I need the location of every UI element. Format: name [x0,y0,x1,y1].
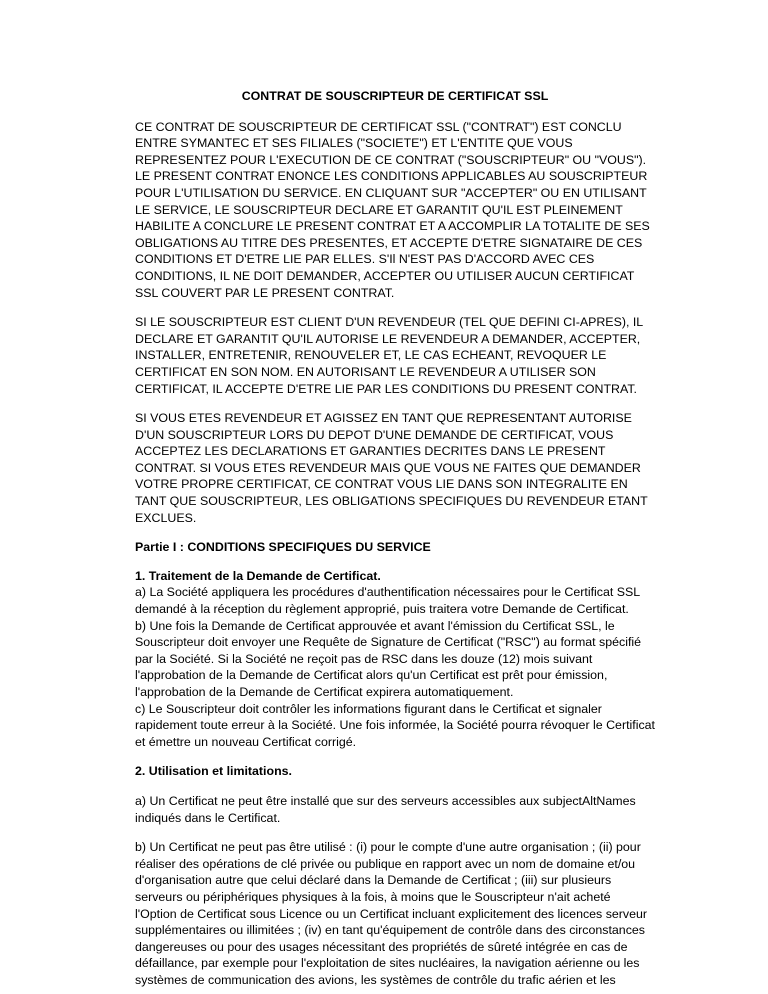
section-1 [135,568,655,751]
part-1-heading: Partie I : CONDITIONS SPECIFIQUES DU SERVICE [135,540,431,555]
section-1-item-b: b) Une fois la Demande de Certificat approuvée et avant l'émission du Certificat SSL, le Souscripteur doit envoyer une Requête de Signature de Certificat ("RSC") au format spécifié par la Société. Si la Société ne reçoit pas de RSC dans les douze (12) mois suivant l'approbation de la Demande de Certificat alors qu'un Certificat est prêt pour émission, l'approbation de la Demande de Certificat expirera automatiquement. [135,618,642,699]
section-2-item-a: a) Un Certificat ne peut être installé que sur des serveurs accessibles aux subjectAltNames indiqués dans le Certificat. [135,793,636,825]
section-1-item-a: a) La Société appliquera les procédures d'authentification nécessaires pour le Certificat SSL demandé à la réception du règlement approprié, puis traitera votre Demande de Certificat. [135,585,640,617]
document-page [135,88,655,989]
intro-paragraph-2: SI LE SOUSCRIPTEUR EST CLIENT D'UN REVENDEUR (TEL QUE DEFINI CI-APRES), IL DECLARE ET GARANTIT QU'IL AUTORISE LE REVENDEUR A DEMANDER, ACCEPTER, INSTALLER, ENTRETENIR, RENOUVELER ET, LE CAS ECHEANT, REVOQUER LE CERTIFICAT EN SON NOM. EN AUTORISANT LE REVENDEUR A UTILISER SON CERTIFICAT, IL ACCEPTE D'ETRE LIE PAR LES CONDITIONS DU PRESENT CONTRAT. [135,315,643,396]
intro-paragraph-3: SI VOUS ETES REVENDEUR ET AGISSEZ EN TANT QUE REPRESENTANT AUTORISE D'UN SOUSCRIPTEUR LORS DU DEPOT D'UNE DEMANDE DE CERTIFICAT, VOUS ACCEPTEZ LES DECLARATIONS ET GARANTIES DECRITES DANS LE PRESENT CONTRAT. SI VOUS ETES REVENDEUR MAIS QUE VOUS NE FAITES QUE DEMANDER VOTRE PROPRE CERTIFICAT, CE CONTRAT VOUS LIE DANS SON INTEGRALITE EN TANT QUE SOUSCRIPTEUR, LES OBLIGATIONS SPECIFIQUES DU REVENDEUR ETANT EXCLUES. [135,411,648,525]
section-1-item-c: c) Le Souscripteur doit contrôler les informations figurant dans le Certificat et signaler rapidement toute erreur à la Société. Une fois informée, la Société pourra révoquer le Certificat et émettre un nouveau Certificat corrigé. [135,701,655,749]
intro-paragraph-1: CE CONTRAT DE SOUSCRIPTEUR DE CERTIFICAT SSL ("CONTRAT") EST CONCLU ENTRE SYMANTEC ET SES FILIALES ("SOCIETE") ET L'ENTITE QUE VOUS REPRESENTEZ POUR L'EXECUTION DE CE CONTRAT ("SOUSCRIPTEUR" OU "VOUS"). LE PRESENT CONTRAT ENONCE LES CONDITIONS APPLICABLES AU SOUSCRIPTEUR POUR L'UTILISATION DU SERVICE. EN CLIQUANT SUR "ACCEPTER" OU EN UTILISANT LE SERVICE, LE SOUSCRIPTEUR DECLARE ET GARANTIT QU'IL EST PLEINEMENT HABILITE A CONCLURE LE PRESENT CONTRAT ET A ACCOMPLIR LA TOTALITE DE SES OBLIGATIONS AU TITRE DES PRESENTES, ET ACCEPTE D'ETRE SIGNATAIRE DE CES CONDITIONS ET D'ETRE LIE PAR ELLES. S'Il N'EST PAS D'ACCORD AVEC CES CONDITIONS, IL NE DOIT DEMANDER, ACCEPTER OU UTILISER AUCUN CERTIFICAT SSL COUVERT PAR LE PRESENT CONTRAT. [135,119,650,300]
section-1-heading: 1. Traitement de la Demande de Certificat. [135,568,381,583]
section-2-item-b: b) Un Certificat ne peut pas être utilisé : (i) pour le compte d'une autre organisation ; (ii) pour réaliser des opérations de clé privée ou publique en rapport avec un nom de domaine et/ou d'organisation autre que celui déclaré dans la Demande de Certificat ; (iii) sur plusieurs serveurs ou périphériques physiques à la fois, à moins que le Souscripteur n'ait acheté l'Option de Certificat sous Licence ou un Certificat incluant explicitement des licences serveur supplémentaires ou illimitées ; (iv) en tant qu'équipement de contrôle dans des circonstances dangereuses ou pour des usages nécessitant des propriétés de sûreté intégrée en cas de défaillance, par exemple pour l'exploitation de sites nucléaires, la navigation aérienne ou les systèmes de communication des avions, les systèmes de contrôle du trafic aérien et les [135,840,648,987]
document-title: CONTRAT DE SOUSCRIPTEUR DE CERTIFICAT SSL [241,89,549,103]
section-2-heading: 2. Utilisation et limitations. [135,764,292,779]
